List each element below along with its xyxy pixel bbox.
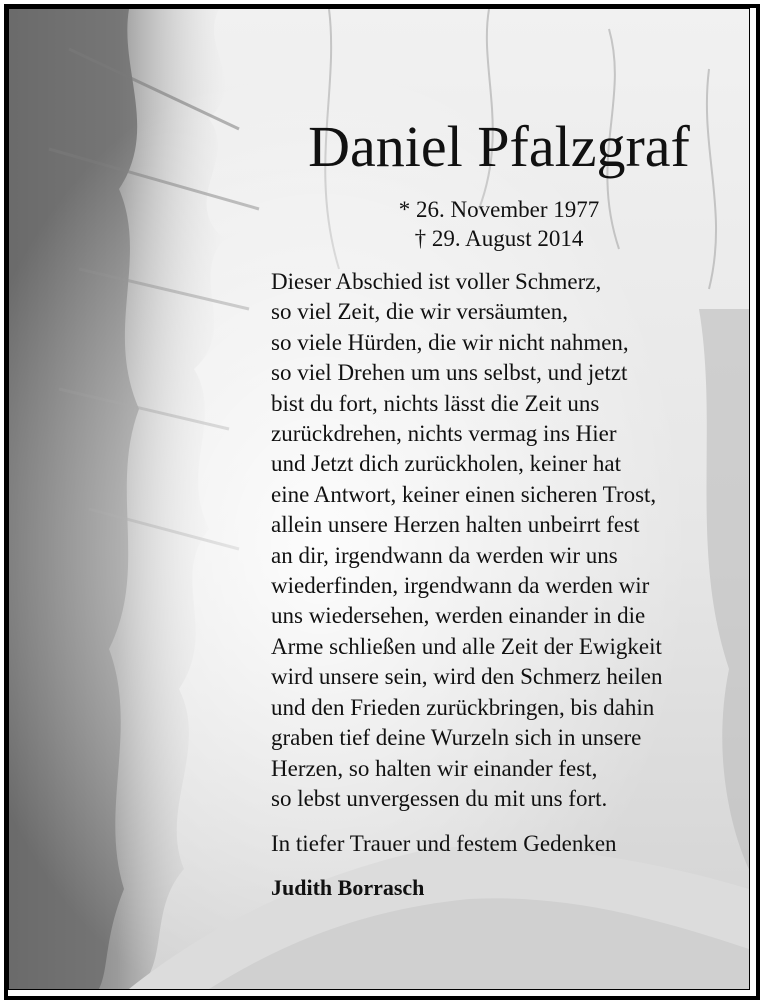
poem-line: wiederfinden, irgendwann da werden wir bbox=[271, 573, 650, 599]
death-date: † 29. August 2014 bbox=[414, 226, 584, 251]
signer-name: Judith Borrasch bbox=[271, 875, 425, 900]
closing-phrase: In tiefer Trauer und festem Gedenken bbox=[271, 831, 617, 856]
poem-line: graben tief deine Wurzeln sich in unsere bbox=[271, 725, 642, 751]
memorial-poem bbox=[271, 267, 741, 814]
poem-line: bist du fort, nichts lässt die Zeit uns bbox=[271, 390, 600, 416]
poem-line: an dir, irgendwann da werden wir uns bbox=[271, 542, 618, 568]
poem-line: Herzen, so halten wir einander fest, bbox=[271, 755, 598, 781]
poem-line: uns wiedersehen, werden einander in die bbox=[271, 603, 646, 629]
poem-line: allein unsere Herzen halten unbeirrt fest bbox=[271, 512, 640, 538]
poem-line: wird unsere sein, wird den Schmerz heilen bbox=[271, 664, 663, 690]
poem-line: so viel Drehen um uns selbst, und jetzt bbox=[271, 360, 628, 386]
poem-line: Arme schließen und alle Zeit der Ewigkeit bbox=[271, 633, 662, 659]
notice-panel bbox=[8, 8, 750, 990]
poem-line: zurückdrehen, nichts vermag ins Hier bbox=[271, 421, 617, 447]
poem-line: so viel Zeit, die wir versäumten, bbox=[271, 299, 569, 325]
poem-line: so viele Hürden, die wir nicht nahmen, bbox=[271, 329, 629, 355]
life-dates bbox=[309, 195, 689, 253]
poem-line: und Jetzt dich zurückholen, keiner hat bbox=[271, 451, 621, 477]
poem-line: Dieser Abschied ist voller Schmerz, bbox=[271, 269, 602, 294]
deceased-name: Daniel Pfalzgraf bbox=[308, 114, 690, 179]
poem-line: so lebst unvergessen du mit uns fort. bbox=[271, 785, 608, 811]
poem-line: eine Antwort, keiner einen sicheren Trost, bbox=[271, 481, 657, 507]
birth-date: * 26. November 1977 bbox=[398, 197, 600, 222]
poem-line: und den Frieden zurückbringen, bis dahin bbox=[271, 694, 655, 720]
